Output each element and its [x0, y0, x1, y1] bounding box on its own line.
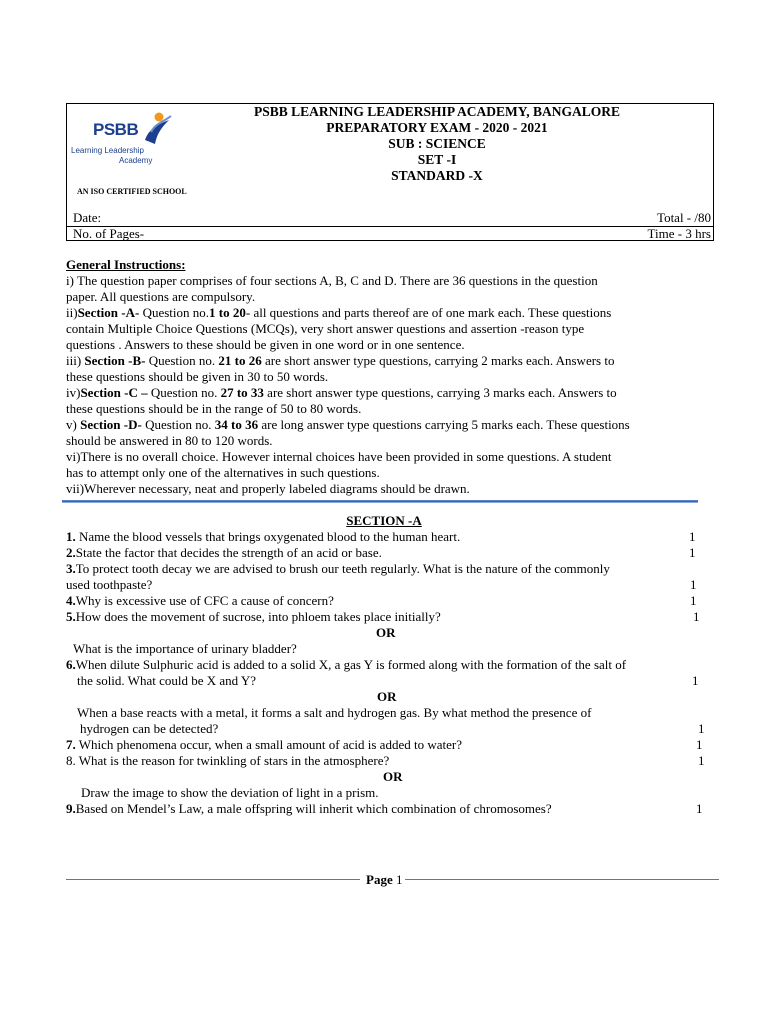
question-3: 3.To protect tooth decay we are advised to brush our teeth regularly. What is the nature of the commonly: [66, 561, 610, 576]
instruction-line: v) Section -D- Question no. 34 to 36 are long answer type questions carrying 5 marks each. These questions: [66, 417, 630, 432]
instruction-line: i) The question paper comprises of four sections A, B, C and D. There are 36 questions in the question: [66, 273, 598, 288]
section-a-title: SECTION -A: [346, 513, 422, 528]
question-3-cont: used toothpaste?: [66, 577, 153, 592]
question-5: 5.How does the movement of sucrose, into phloem takes place initially?: [66, 609, 441, 624]
mark: 1: [698, 721, 705, 736]
mark: 1: [690, 593, 697, 608]
logo-line1: Learning Leadership: [71, 146, 144, 155]
or-label: OR: [383, 769, 403, 784]
date-label: Date:: [73, 210, 102, 225]
instruction-line: iv)Section -C – Question no. 27 to 33 are short answer type questions, carrying 3 marks each. Answers to: [66, 385, 617, 400]
question-5-alt: What is the importance of urinary bladder?: [73, 641, 297, 656]
question-6-alt: When a base reacts with a metal, it forms a salt and hydrogen gas. By what method the presence of: [77, 705, 592, 720]
mark: 1: [689, 529, 696, 544]
mark: 1: [693, 609, 700, 624]
question-9: 9.Based on Mendel’s Law, a male offspring will inherit which combination of chromosomes?: [66, 801, 552, 816]
mark: 1: [696, 737, 703, 752]
iso-label: AN ISO CERTIFIED SCHOOL: [77, 187, 187, 196]
mark: 1: [692, 673, 699, 688]
page-number: Page 1: [366, 872, 403, 887]
or-label: OR: [376, 625, 396, 640]
instruction-line: should be answered in 80 to 120 words.: [66, 433, 273, 448]
question-8-alt: Draw the image to show the deviation of light in a prism.: [81, 785, 379, 800]
question-7: 7. Which phenomena occur, when a small amount of acid is added to water?: [66, 737, 462, 752]
instruction-line: these questions should be given in 30 to 50 words.: [66, 369, 329, 384]
instruction-line: has to attempt only one of the alternatives in such questions.: [66, 465, 380, 480]
instruction-line: iii) Section -B- Question no. 21 to 26 are short answer type questions, carrying 2 marks each. Answers to: [66, 353, 615, 368]
question-1: 1. Name the blood vessels that brings oxygenated blood to the human heart.: [66, 529, 461, 544]
instruction-line: questions . Answers to these should be given in one word or in one sentence.: [66, 337, 465, 352]
instruction-line: ii)Section -A- Question no.1 to 20- all questions and parts thereof are of one mark each. These questions: [66, 305, 612, 320]
question-6-cont: the solid. What could be X and Y?: [77, 673, 257, 688]
pages-label: No. of Pages-: [73, 226, 145, 241]
header-box: [66, 103, 714, 241]
mark: 1: [696, 801, 703, 816]
total-label: Total - /80: [657, 210, 711, 225]
mark: 1: [698, 753, 705, 768]
instruction-line: contain Multiple Choice Questions (MCQs), very short answer questions and assertion -reason type: [66, 321, 585, 336]
school-logo: [69, 108, 173, 164]
exam-title: PREPARATORY EXAM - 2020 - 2021: [326, 120, 548, 135]
section-separator: [62, 500, 698, 503]
instruction-line: vi)There is no overall choice. However internal choices have been provided in some questions. A student: [66, 449, 612, 464]
footer-rule-right: [405, 879, 719, 880]
school-name: PSBB LEARNING LEADERSHIP ACADEMY, BANGALORE: [254, 104, 620, 119]
logo-figure-icon: [139, 110, 173, 146]
time-label: Time - 3 hrs: [647, 226, 711, 241]
question-4: 4.Why is excessive use of CFC a cause of concern?: [66, 593, 334, 608]
question-2: 2.State the factor that decides the strength of an acid or base.: [66, 545, 382, 560]
standard: STANDARD -X: [391, 168, 483, 183]
set: SET -I: [417, 152, 457, 167]
instructions-title: General Instructions:: [66, 257, 186, 272]
mark: 1: [690, 577, 697, 592]
instruction-line: vii)Wherever necessary, neat and properly labeled diagrams should be drawn.: [66, 481, 470, 496]
header-divider: [67, 226, 713, 227]
question-8: 8. What is the reason for twinkling of stars in the atmosphere?: [66, 753, 390, 768]
question-6: 6.When dilute Sulphuric acid is added to a solid X, a gas Y is formed along with the formation of the salt of: [66, 657, 627, 672]
instruction-line: paper. All questions are compulsory.: [66, 289, 256, 304]
footer-rule-left: [66, 879, 360, 880]
subject: SUB : SCIENCE: [388, 136, 486, 151]
logo-line2: Academy: [119, 156, 153, 165]
mark: 1: [689, 545, 696, 560]
instruction-line: these questions should be in the range of 50 to 80 words.: [66, 401, 362, 416]
question-6-alt-cont: hydrogen can be detected?: [80, 721, 219, 736]
logo-name: PSBB: [93, 120, 139, 139]
or-label: OR: [377, 689, 397, 704]
